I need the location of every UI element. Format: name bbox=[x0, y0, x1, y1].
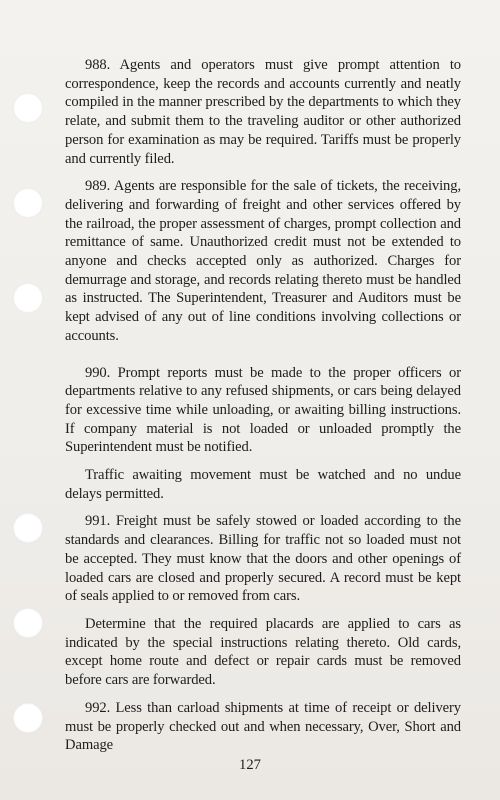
rule-988-paragraph: 988. Agents and operators must give prompt attention to correspondence, keep the records and accounts currently and neatly compiled in the manner prescribed by the departments to which they relate, and submit them to the traveling auditor or other authorized person for examination as may be required. Tariffs must be properly and currently filed. bbox=[65, 57, 461, 167]
page-number: 127 bbox=[239, 757, 261, 773]
binder-hole bbox=[13, 188, 43, 218]
binder-hole bbox=[13, 283, 43, 313]
binder-hole bbox=[13, 703, 43, 733]
rule-991-paragraph: 991. Freight must be safely stowed or loaded according to the standards and clearances. Billing for traffic not so loaded must not be accepted. They must know that the doors and other openings of loaded cars are closed and properly secured. A record must be kept of seals applied to or removed from cars. bbox=[65, 513, 461, 605]
placards-paragraph: Determine that the required placards are applied to cars as indicated by the special instructions relating thereto. Old cards, except home route and defect or repair cards must be removed before cars are forwarded. bbox=[65, 615, 461, 689]
binder-hole bbox=[13, 93, 43, 123]
binder-hole bbox=[13, 608, 43, 638]
rule-989-paragraph: 989. Agents are responsible for the sale of tickets, the receiving, delivering and forwarding of freight and other services offered by the railroad, the proper assessment of charges, prompt collection and remittance of same. Unauthorized credit must not be extended to anyone and checks accepted only as authorized. Charges for demurrage and storage, and records relating thereto must be handled as instructed. The Superintendent, Treasurer and Auditors must be kept advised of any out of line conditions involving collections or accounts. bbox=[65, 178, 461, 344]
rule-990-paragraph: 990. Prompt reports must be made to the proper officers or departments relative to any refused shipments, or cars being delayed for excessive time while unloading, or awaiting billing instructions. If company material is not loaded or unloaded promptly the Superintendent must be notified. bbox=[65, 364, 461, 456]
rule-992-paragraph: 992. Less than carload shipments at time of receipt or delivery must be properly checked out and when necessary, Over, Short and Damage bbox=[65, 699, 461, 754]
traffic-paragraph: Traffic awaiting movement must be watched and no undue delays permitted. bbox=[65, 467, 461, 502]
binder-hole bbox=[13, 513, 43, 543]
rule-text bbox=[65, 56, 461, 755]
